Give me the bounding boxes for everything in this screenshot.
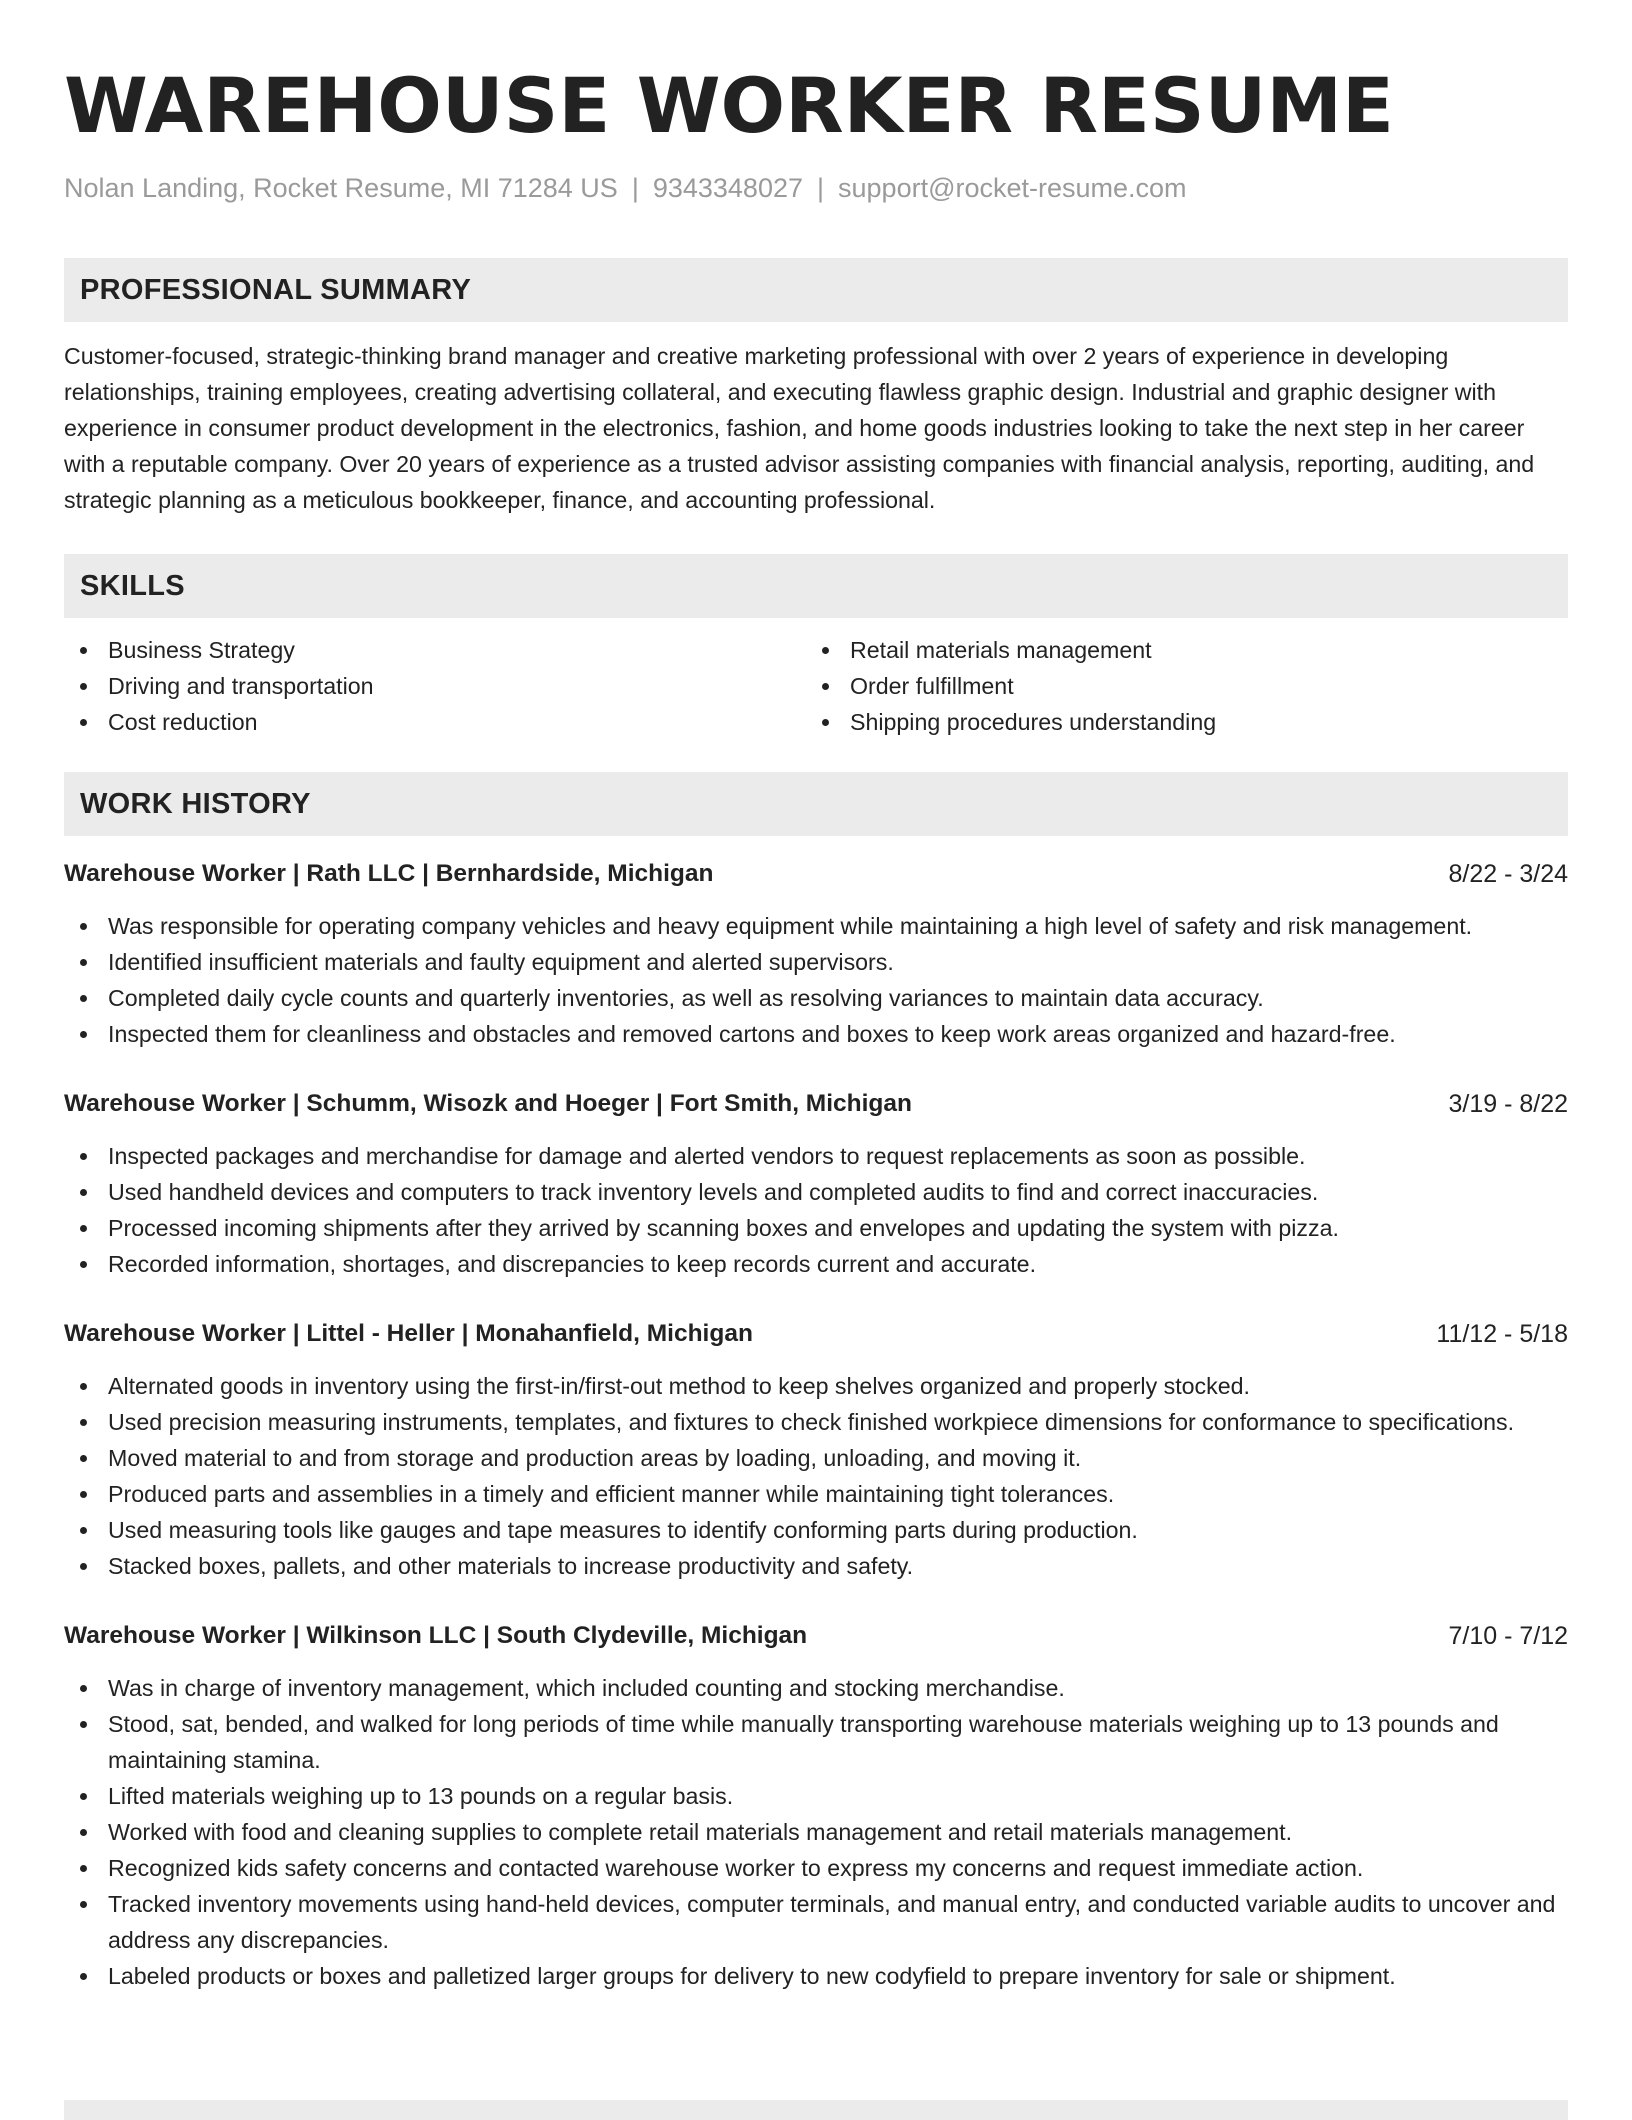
job-bullet: Used precision measuring instruments, templates, and fixtures to check finished workpiece dimensions for conformance to specifications.	[64, 1404, 1568, 1440]
job-bullets	[64, 1670, 1568, 1994]
job-bullet: Lifted materials weighing up to 13 pounds on a regular basis.	[64, 1778, 1568, 1814]
contact-separator: |	[817, 173, 825, 203]
job-header	[64, 1316, 1568, 1352]
job-bullet: Labeled products or boxes and palletized larger groups for delivery to new codyfield to prepare inventory for sale or shipment.	[64, 1958, 1568, 1994]
contact-line	[64, 170, 1568, 206]
job-bullet: Used handheld devices and computers to track inventory levels and completed audits to find and correct inaccuracies.	[64, 1174, 1568, 1210]
job-bullet: Stood, sat, bended, and walked for long periods of time while manually transporting warehouse materials weighing up to 13 pounds and maintaining stamina.	[64, 1706, 1568, 1778]
address: Nolan Landing, Rocket Resume, MI 71284 US	[64, 173, 618, 203]
job-dates: 3/19 - 8/22	[1448, 1090, 1568, 1118]
contact-separator: |	[631, 173, 639, 203]
job-bullet: Identified insufficient materials and faulty equipment and alerted supervisors.	[64, 944, 1568, 980]
skills-column-left	[64, 632, 806, 740]
job-title: Warehouse Worker | Schumm, Wisozk and Hoeger | Fort Smith, Michigan	[64, 1090, 912, 1117]
job-title: Warehouse Worker | Wilkinson LLC | South Clydeville, Michigan	[64, 1622, 808, 1649]
job-entry	[64, 1618, 1568, 1994]
skills-list	[64, 632, 1568, 740]
next-section-header-edge	[64, 2100, 1568, 2120]
job-header	[64, 1086, 1568, 1122]
job-header	[64, 856, 1568, 892]
job-bullet: Tracked inventory movements using hand-held devices, computer terminals, and manual entry, and conducted variable audits to uncover and address any discrepancies.	[64, 1886, 1568, 1958]
section-header-skills: SKILLS	[64, 554, 1568, 618]
phone: 9343348027	[652, 173, 803, 203]
job-title: Warehouse Worker | Rath LLC | Bernhardside, Michigan	[64, 860, 714, 887]
skill-item: Driving and transportation	[64, 668, 806, 704]
job-bullet: Was in charge of inventory management, which included counting and stocking merchandise.	[64, 1670, 1568, 1706]
job-bullet: Recorded information, shortages, and discrepancies to keep records current and accurate.	[64, 1246, 1568, 1282]
job-dates: 11/12 - 5/18	[1436, 1320, 1568, 1348]
skill-item: Order fulfillment	[806, 668, 1548, 704]
section-header-summary: PROFESSIONAL SUMMARY	[64, 258, 1568, 322]
job-bullets	[64, 908, 1568, 1052]
job-bullet: Alternated goods in inventory using the first-in/first-out method to keep shelves organized and properly stocked.	[64, 1368, 1568, 1404]
job-bullet: Inspected them for cleanliness and obstacles and removed cartons and boxes to keep work areas organized and hazard-free.	[64, 1016, 1568, 1052]
job-bullet: Inspected packages and merchandise for damage and alerted vendors to request replacements as soon as possible.	[64, 1138, 1568, 1174]
skill-item: Retail materials management	[806, 632, 1548, 668]
job-bullet: Completed daily cycle counts and quarterly inventories, as well as resolving variances to maintain data accuracy.	[64, 980, 1568, 1016]
summary-text: Customer-focused, strategic-thinking brand manager and creative marketing professional with over 2 years of experience in developing relationships, training employees, creating advertising collateral, and executing flawless graphic design. Industrial and graphic designer with experience in consumer product development in the electronics, fashion, and home goods industries looking to take the next step in her career with a reputable company. Over 20 years of experience as a trusted advisor assisting companies with financial analysis, reporting, auditing, and strategic planning as a meticulous bookkeeper, finance, and accounting professional.	[64, 343, 1535, 513]
job-bullets	[64, 1368, 1568, 1584]
skill-item: Shipping procedures understanding	[806, 704, 1548, 740]
job-entry	[64, 1086, 1568, 1282]
skills-column-right	[806, 632, 1548, 740]
job-bullet: Produced parts and assemblies in a timely and efficient manner while maintaining tight tolerances.	[64, 1476, 1568, 1512]
job-bullets	[64, 1138, 1568, 1282]
job-header	[64, 1618, 1568, 1654]
job-bullet: Stacked boxes, pallets, and other materials to increase productivity and safety.	[64, 1548, 1568, 1584]
email: support@rocket-resume.com	[838, 173, 1187, 203]
skill-item: Cost reduction	[64, 704, 806, 740]
job-bullet: Recognized kids safety concerns and contacted warehouse worker to express my concerns and request immediate action.	[64, 1850, 1568, 1886]
skill-item: Business Strategy	[64, 632, 806, 668]
job-dates: 7/10 - 7/12	[1448, 1622, 1568, 1650]
resume-title: WAREHOUSE WORKER RESUME	[64, 61, 1394, 150]
job-entry	[64, 856, 1568, 1052]
job-bullet: Moved material to and from storage and production areas by loading, unloading, and moving it.	[64, 1440, 1568, 1476]
job-entry	[64, 1316, 1568, 1584]
job-bullet: Worked with food and cleaning supplies to complete retail materials management and retail materials management.	[64, 1814, 1568, 1850]
section-header-work-history: WORK HISTORY	[64, 772, 1568, 836]
resume-page	[64, 0, 1568, 1994]
job-bullet: Processed incoming shipments after they arrived by scanning boxes and envelopes and updating the system with pizza.	[64, 1210, 1568, 1246]
job-title: Warehouse Worker | Littel - Heller | Monahanfield, Michigan	[64, 1320, 753, 1347]
job-dates: 8/22 - 3/24	[1448, 860, 1568, 888]
job-bullet: Used measuring tools like gauges and tape measures to identify conforming parts during production.	[64, 1512, 1568, 1548]
job-bullet: Was responsible for operating company vehicles and heavy equipment while maintaining a high level of safety and risk management.	[64, 908, 1568, 944]
